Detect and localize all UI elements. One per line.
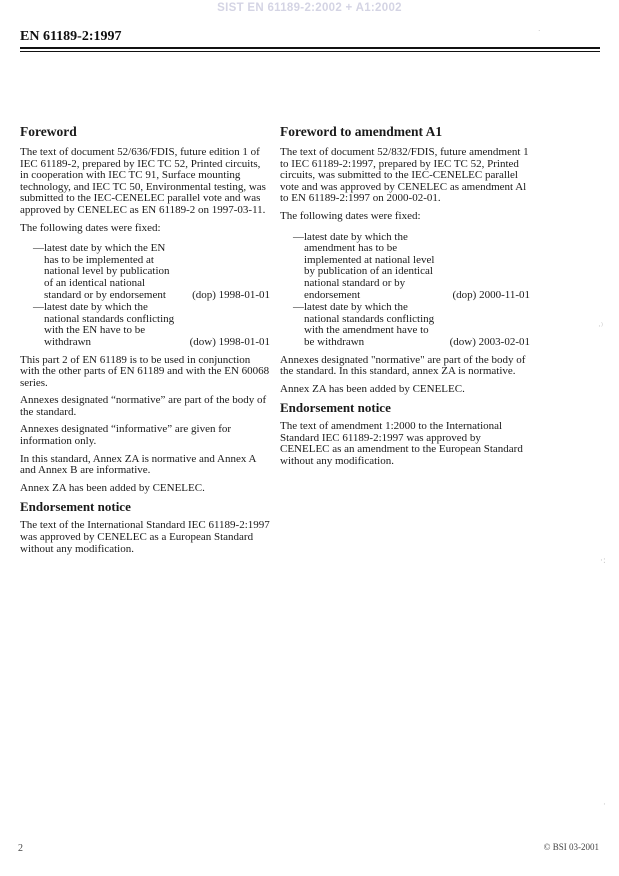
endorsement-heading: Endorsement notice <box>20 499 131 515</box>
standard-number: EN 61189-2:1997 <box>20 29 122 44</box>
date-item-code: (dow) 1998-01-01 <box>189 335 270 348</box>
right-column <box>280 124 530 474</box>
date-item-dop <box>20 243 270 301</box>
list-dash: — <box>33 242 44 255</box>
date-item-text: latest date by which the EN has to be implemented at national level by publication of an identical national standard or by endorsement <box>44 242 170 301</box>
scan-speck: ˙ <box>537 30 542 40</box>
endorsement-heading-a1: Endorsement notice <box>280 400 391 416</box>
scan-speck: ·⁾ <box>598 322 604 332</box>
dates-intro-a1: The following dates were fixed: <box>280 209 421 222</box>
list-dash: — <box>293 301 304 314</box>
page-number: 2 <box>18 843 23 854</box>
part2-paragraph: This part 2 of EN 61189 is to be used in conjunction with the other parts of EN 61189 and with the EN 60068 series. <box>20 353 270 389</box>
date-item-text: latest date by which the amendment has to be implemented at national level by publication of an identical national standard or by endorsement <box>304 230 435 301</box>
endorsement-text-a1: The text of amendment 1:2000 to the International Standard IEC 61189-2:1997 was approved by CENELEC as an amendment to the European Standard without any modification. <box>280 420 523 468</box>
scan-speck: ·: <box>600 556 606 566</box>
foreword-heading: Foreword <box>20 124 77 139</box>
endorsement-text: The text of the International Standard IEC 61189-2:1997 was approved by CENELEC as a European Standard without any modification. <box>20 519 270 555</box>
dates-list-a1 <box>280 232 530 349</box>
date-item-dow-a1 <box>280 302 530 348</box>
date-item-code: (dow) 2003-02-01 <box>449 335 530 348</box>
header-rule-thin <box>20 51 600 52</box>
date-item-text: latest date by which the national standards conflicting with the EN have to be withdrawn <box>44 301 175 348</box>
watermark: SIST EN 61189-2:2002 + A1:2002 <box>217 2 402 14</box>
scan-speck: · <box>603 800 606 810</box>
list-dash: — <box>33 301 44 314</box>
foreword-a1-heading: Foreword to amendment A1 <box>280 124 443 139</box>
cenelec-paragraph-a1: Annex ZA has been added by CENELEC. <box>280 382 465 395</box>
left-column <box>20 124 270 561</box>
informative-paragraph: Annexes designated “informative” are given for information only. <box>20 423 232 448</box>
normative-paragraph: Annexes designated “normative” are part of the body of the standard. <box>20 394 267 418</box>
date-item-code: (dop) 1998-01-01 <box>192 288 270 301</box>
foreword-a1-intro: The text of document 52/832/FDIS, future amendment 1 to IEC 61189-2:1997, prepared by IEC TC 52, Printed circuits, was submitted to the IEC-CENELEC parallel vote and was approved by CENELEC as amendment Al to EN 61189-2:1997 on 2000-02-01. <box>280 146 529 205</box>
copyright: © BSI 03-2001 <box>543 842 599 852</box>
dates-intro: The following dates were fixed: <box>20 221 161 234</box>
annex-za-paragraph: In this standard, Annex ZA is normative and Annex A and Annex B are informative. <box>20 452 256 477</box>
list-dash: — <box>293 230 304 243</box>
cenelec-paragraph: Annex ZA has been added by CENELEC. <box>20 481 205 494</box>
date-item-dop-a1 <box>280 232 530 302</box>
date-item-text: latest date by which the national standards conflicting with the amendment have to be withdrawn <box>304 301 435 348</box>
date-item-dow <box>20 302 270 348</box>
header-rule-thick <box>20 47 600 49</box>
dates-list <box>20 243 270 348</box>
normative-paragraph-a1: Annexes designated "normative" are part of the body of the standard. In this standard, annex ZA is normative. <box>280 353 526 378</box>
foreword-intro: The text of document 52/636/FDIS, future edition 1 of IEC 61189-2, prepared by IEC TC 52, Printed circuits, in cooperation with IEC TC 91, Surface mounting technology, and IEC TC 50, Environmental testing, was submitted to the IEC-CENELEC parallel vote and was approved by CENELEC as EN 61189-2 on 1997-03-11. <box>20 146 266 216</box>
date-item-code: (dop) 2000-11-01 <box>452 288 530 301</box>
